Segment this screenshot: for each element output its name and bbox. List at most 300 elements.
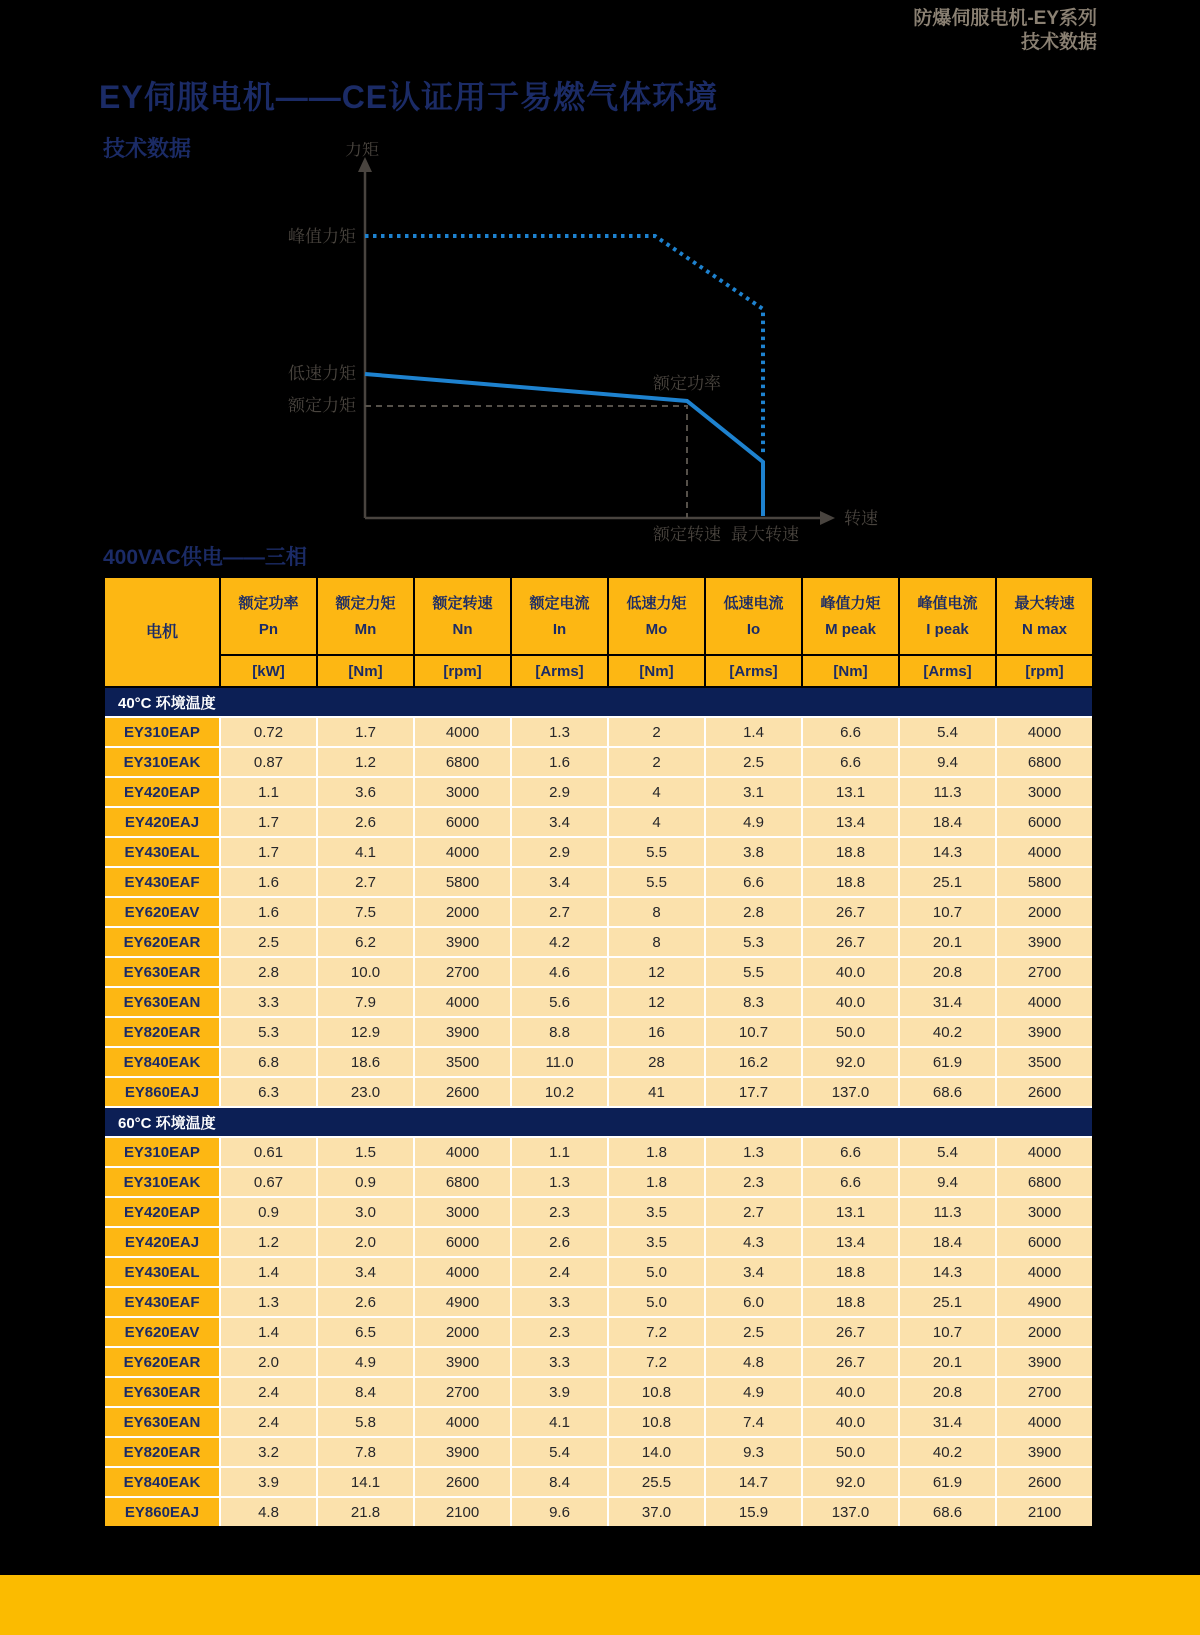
data-cell: 2.7 [706, 1198, 801, 1226]
data-cell: 4.1 [318, 838, 413, 866]
data-cell: 10.2 [512, 1078, 607, 1106]
data-cell: 2000 [997, 898, 1092, 926]
data-cell: 20.1 [900, 928, 995, 956]
data-cell: 2700 [997, 1378, 1092, 1406]
motor-name-cell: EY420EAJ [105, 1228, 219, 1256]
column-header [318, 578, 413, 654]
data-cell: 25.1 [900, 1288, 995, 1316]
data-cell: 2.7 [512, 898, 607, 926]
motor-name-cell: EY430EAL [105, 1258, 219, 1286]
motor-name-cell: EY310EAP [105, 1138, 219, 1166]
data-cell: 4000 [997, 838, 1092, 866]
data-cell: 3.5 [609, 1198, 704, 1226]
data-cell: 1.3 [512, 1168, 607, 1196]
data-cell: 7.9 [318, 988, 413, 1016]
data-cell: 3.4 [512, 808, 607, 836]
data-cell: 13.4 [803, 1228, 898, 1256]
data-cell: 1.4 [706, 718, 801, 746]
data-cell: 6800 [415, 1168, 510, 1196]
data-cell: 6.6 [803, 748, 898, 776]
data-cell: 40.0 [803, 988, 898, 1016]
motor-name-cell: EY420EAP [105, 778, 219, 806]
data-cell: 10.7 [900, 1318, 995, 1346]
data-cell: 3.9 [221, 1468, 316, 1496]
data-cell: 8.4 [318, 1378, 413, 1406]
data-cell: 6.6 [803, 1168, 898, 1196]
motor-name-cell: EY820EAR [105, 1438, 219, 1466]
data-cell: 1.6 [221, 898, 316, 926]
specs-table-body [105, 688, 1092, 1526]
data-cell: 61.9 [900, 1468, 995, 1496]
column-header-name: 额定功率 [238, 594, 299, 612]
specs-table [105, 578, 1092, 1526]
data-cell: 26.7 [803, 1318, 898, 1346]
column-unit: [Nm] [803, 656, 898, 686]
data-cell: 26.7 [803, 1348, 898, 1376]
column-header-name: 低速电流 [723, 594, 784, 612]
data-cell: 3.8 [706, 838, 801, 866]
column-header-name: 最大转速 [1014, 594, 1075, 612]
data-cell: 13.1 [803, 778, 898, 806]
data-cell: 2.0 [221, 1348, 316, 1376]
data-cell: 31.4 [900, 988, 995, 1016]
column-header [221, 578, 316, 654]
data-cell: 3900 [415, 1348, 510, 1376]
data-cell: 4.9 [706, 808, 801, 836]
data-cell: 4 [609, 778, 704, 806]
page-title: EY伺服电机——CE认证用于易燃气体环境 [99, 79, 719, 115]
data-cell: 2.4 [221, 1378, 316, 1406]
data-cell: 3.3 [221, 988, 316, 1016]
data-cell: 6000 [415, 808, 510, 836]
data-cell: 92.0 [803, 1468, 898, 1496]
column-header-name: 低速力矩 [626, 594, 687, 612]
data-cell: 37.0 [609, 1498, 704, 1526]
data-cell: 4.9 [318, 1348, 413, 1376]
data-cell: 5.4 [900, 718, 995, 746]
data-cell: 92.0 [803, 1048, 898, 1076]
data-cell: 1.2 [318, 748, 413, 776]
data-cell: 2600 [415, 1078, 510, 1106]
column-header [997, 578, 1092, 654]
data-cell: 9.6 [512, 1498, 607, 1526]
column-unit: [kW] [221, 656, 316, 686]
data-cell: 2.5 [706, 748, 801, 776]
data-cell: 9.4 [900, 748, 995, 776]
data-cell: 2000 [997, 1318, 1092, 1346]
motor-name-cell: EY630EAN [105, 988, 219, 1016]
data-cell: 8.3 [706, 988, 801, 1016]
data-cell: 3900 [997, 1348, 1092, 1376]
data-cell: 25.1 [900, 868, 995, 896]
data-cell: 4000 [997, 1408, 1092, 1436]
low-speed-torque-label: 低速力矩 [288, 364, 356, 383]
data-cell: 41 [609, 1078, 704, 1106]
data-cell: 3.4 [318, 1258, 413, 1286]
data-cell: 8 [609, 898, 704, 926]
data-cell: 8 [609, 928, 704, 956]
data-cell: 3.3 [512, 1288, 607, 1316]
data-cell: 3500 [415, 1048, 510, 1076]
data-cell: 40.0 [803, 1378, 898, 1406]
data-cell: 4000 [415, 718, 510, 746]
data-cell: 3000 [415, 778, 510, 806]
data-cell: 16 [609, 1018, 704, 1046]
data-cell: 5.0 [609, 1258, 704, 1286]
data-cell: 3000 [997, 778, 1092, 806]
data-cell: 18.8 [803, 868, 898, 896]
motor-name-cell: EY310EAK [105, 1168, 219, 1196]
data-cell: 4000 [415, 988, 510, 1016]
data-cell: 13.4 [803, 808, 898, 836]
column-header-symbol: Mo [645, 620, 668, 638]
column-header [803, 578, 898, 654]
temperature-band: 60°C 环境温度 [105, 1108, 1092, 1136]
data-cell: 2100 [997, 1498, 1092, 1526]
motor-name-cell: EY420EAP [105, 1198, 219, 1226]
data-cell: 6.3 [221, 1078, 316, 1106]
column-header [512, 578, 607, 654]
column-header-symbol: Nn [452, 620, 473, 638]
motor-name-cell: EY430EAL [105, 838, 219, 866]
data-cell: 8.4 [512, 1468, 607, 1496]
data-cell: 5.5 [609, 838, 704, 866]
data-cell: 6000 [997, 808, 1092, 836]
data-cell: 61.9 [900, 1048, 995, 1076]
data-cell: 6.6 [803, 1138, 898, 1166]
data-cell: 2.8 [221, 958, 316, 986]
motor-name-cell: EY840EAK [105, 1468, 219, 1496]
data-cell: 5.5 [609, 868, 704, 896]
data-cell: 2700 [415, 1378, 510, 1406]
data-cell: 14.1 [318, 1468, 413, 1496]
motor-name-cell: EY620EAV [105, 1318, 219, 1346]
column-header-symbol: In [552, 620, 567, 638]
motor-name-cell: EY430EAF [105, 868, 219, 896]
column-header [609, 578, 704, 654]
data-cell: 5800 [997, 868, 1092, 896]
motor-name-cell: EY840EAK [105, 1048, 219, 1076]
data-cell: 3900 [997, 1438, 1092, 1466]
data-cell: 68.6 [900, 1078, 995, 1106]
motor-name-cell: EY860EAJ [105, 1498, 219, 1526]
data-cell: 3.0 [318, 1198, 413, 1226]
data-cell: 3500 [997, 1048, 1092, 1076]
document-header [913, 7, 1097, 55]
temperature-band: 40°C 环境温度 [105, 688, 1092, 716]
column-header-name: 额定转速 [432, 594, 493, 612]
data-cell: 3.6 [318, 778, 413, 806]
data-cell: 9.3 [706, 1438, 801, 1466]
y-axis-arrow-icon [358, 157, 372, 172]
motor-name-cell: EY630EAN [105, 1408, 219, 1436]
data-cell: 18.8 [803, 1288, 898, 1316]
max-speed-label: 最大转速 [731, 525, 799, 544]
data-cell: 2.4 [221, 1408, 316, 1436]
column-header-motor: 电机 [105, 578, 219, 686]
data-cell: 3900 [415, 928, 510, 956]
column-unit: [Nm] [318, 656, 413, 686]
data-cell: 5.4 [512, 1438, 607, 1466]
data-cell: 2 [609, 748, 704, 776]
data-cell: 3.4 [706, 1258, 801, 1286]
data-cell: 26.7 [803, 928, 898, 956]
data-cell: 26.7 [803, 898, 898, 926]
data-cell: 10.8 [609, 1378, 704, 1406]
column-header-name: 峰值力矩 [820, 594, 881, 612]
data-cell: 2.7 [318, 868, 413, 896]
column-unit: [Nm] [609, 656, 704, 686]
x-axis-label: 转速 [844, 509, 878, 528]
data-cell: 12.9 [318, 1018, 413, 1046]
torque-speed-chart-svg [278, 142, 918, 554]
data-cell: 10.0 [318, 958, 413, 986]
motor-name-cell: EY430EAF [105, 1288, 219, 1316]
data-cell: 3900 [997, 1018, 1092, 1046]
data-cell: 0.72 [221, 718, 316, 746]
column-header [900, 578, 995, 654]
data-cell: 1.7 [221, 808, 316, 836]
data-cell: 2700 [997, 958, 1092, 986]
data-cell: 0.9 [221, 1198, 316, 1226]
data-cell: 23.0 [318, 1078, 413, 1106]
data-cell: 2.8 [706, 898, 801, 926]
data-cell: 12 [609, 988, 704, 1016]
data-cell: 12 [609, 958, 704, 986]
data-cell: 0.67 [221, 1168, 316, 1196]
data-cell: 16.2 [706, 1048, 801, 1076]
data-cell: 1.3 [706, 1138, 801, 1166]
data-cell: 137.0 [803, 1078, 898, 1106]
data-cell: 5.4 [900, 1138, 995, 1166]
data-cell: 6.8 [221, 1048, 316, 1076]
data-cell: 11.3 [900, 1198, 995, 1226]
data-cell: 10.8 [609, 1408, 704, 1436]
motor-name-cell: EY620EAV [105, 898, 219, 926]
data-cell: 2.5 [706, 1318, 801, 1346]
data-cell: 0.61 [221, 1138, 316, 1166]
data-cell: 5.8 [318, 1408, 413, 1436]
motor-name-cell: EY860EAJ [105, 1078, 219, 1106]
column-unit: [Arms] [900, 656, 995, 686]
specs-table-header [105, 578, 1092, 686]
column-unit: [rpm] [997, 656, 1092, 686]
column-header [706, 578, 801, 654]
data-cell: 3900 [415, 1018, 510, 1046]
data-cell: 17.7 [706, 1078, 801, 1106]
column-header-symbol: I peak [926, 620, 969, 638]
data-cell: 20.8 [900, 1378, 995, 1406]
rated-torque-curve [365, 374, 763, 516]
data-cell: 6800 [415, 748, 510, 776]
data-cell: 1.7 [318, 718, 413, 746]
motor-name-cell: EY310EAK [105, 748, 219, 776]
data-cell: 31.4 [900, 1408, 995, 1436]
y-axis-label: 力矩 [345, 142, 379, 159]
column-header-symbol: Io [746, 620, 761, 638]
data-cell: 14.0 [609, 1438, 704, 1466]
data-cell: 6000 [997, 1228, 1092, 1256]
data-cell: 2000 [415, 898, 510, 926]
data-cell: 14.7 [706, 1468, 801, 1496]
data-cell: 4000 [997, 988, 1092, 1016]
column-unit: [rpm] [415, 656, 510, 686]
column-header-symbol: Mn [354, 620, 377, 638]
data-cell: 14.3 [900, 1258, 995, 1286]
data-cell: 5.3 [221, 1018, 316, 1046]
data-cell: 5.0 [609, 1288, 704, 1316]
data-cell: 13.1 [803, 1198, 898, 1226]
data-cell: 4000 [997, 1258, 1092, 1286]
data-cell: 5.3 [706, 928, 801, 956]
data-cell: 4.2 [512, 928, 607, 956]
data-cell: 4.1 [512, 1408, 607, 1436]
data-cell: 1.5 [318, 1138, 413, 1166]
data-cell: 4000 [997, 718, 1092, 746]
data-cell: 9.4 [900, 1168, 995, 1196]
data-cell: 25.5 [609, 1468, 704, 1496]
data-cell: 2.6 [512, 1228, 607, 1256]
page-subtitle: 技术数据 [103, 136, 192, 161]
data-cell: 2600 [997, 1468, 1092, 1496]
data-cell: 8.8 [512, 1018, 607, 1046]
data-cell: 6.6 [803, 718, 898, 746]
data-cell: 1.8 [609, 1168, 704, 1196]
data-cell: 4000 [415, 1408, 510, 1436]
data-cell: 7.4 [706, 1408, 801, 1436]
data-cell: 5.6 [512, 988, 607, 1016]
data-cell: 10.7 [706, 1018, 801, 1046]
data-cell: 2000 [415, 1318, 510, 1346]
data-cell: 1.8 [609, 1138, 704, 1166]
data-cell: 11.0 [512, 1048, 607, 1076]
data-cell: 6.0 [706, 1288, 801, 1316]
data-cell: 18.8 [803, 1258, 898, 1286]
data-cell: 3.4 [512, 868, 607, 896]
data-cell: 2 [609, 718, 704, 746]
data-cell: 0.87 [221, 748, 316, 776]
data-cell: 1.1 [512, 1138, 607, 1166]
supply-section-heading: 400VAC供电——三相 [103, 546, 307, 569]
data-cell: 7.8 [318, 1438, 413, 1466]
data-cell: 2.6 [318, 1288, 413, 1316]
data-cell: 1.6 [512, 748, 607, 776]
data-cell: 4000 [415, 838, 510, 866]
motor-name-cell: EY820EAR [105, 1018, 219, 1046]
column-header-symbol: N max [1021, 620, 1068, 638]
data-cell: 3.9 [512, 1378, 607, 1406]
peak-torque-curve [365, 236, 763, 454]
data-cell: 15.9 [706, 1498, 801, 1526]
data-cell: 11.3 [900, 778, 995, 806]
data-cell: 18.4 [900, 1228, 995, 1256]
data-cell: 2.3 [706, 1168, 801, 1196]
data-cell: 2700 [415, 958, 510, 986]
data-cell: 6800 [997, 748, 1092, 776]
column-unit: [Arms] [706, 656, 801, 686]
data-cell: 21.8 [318, 1498, 413, 1526]
motor-name-cell: EY630EAR [105, 1378, 219, 1406]
data-cell: 1.4 [221, 1258, 316, 1286]
data-cell: 2.6 [318, 808, 413, 836]
data-cell: 4.8 [221, 1498, 316, 1526]
data-cell: 20.8 [900, 958, 995, 986]
data-cell: 4.6 [512, 958, 607, 986]
data-cell: 6800 [997, 1168, 1092, 1196]
data-cell: 1.6 [221, 868, 316, 896]
data-cell: 7.2 [609, 1348, 704, 1376]
document-header-series: 防爆伺服电机-EY系列 [913, 8, 1097, 29]
data-cell: 10.7 [900, 898, 995, 926]
data-cell: 68.6 [900, 1498, 995, 1526]
data-cell: 3900 [415, 1438, 510, 1466]
data-cell: 4000 [997, 1138, 1092, 1166]
data-cell: 40.0 [803, 1408, 898, 1436]
data-cell: 2.4 [512, 1258, 607, 1286]
data-cell: 5.5 [706, 958, 801, 986]
data-cell: 7.5 [318, 898, 413, 926]
data-cell: 0.9 [318, 1168, 413, 1196]
column-header-name: 额定力矩 [335, 594, 396, 612]
data-cell: 50.0 [803, 1018, 898, 1046]
data-cell: 14.3 [900, 838, 995, 866]
data-cell: 2.9 [512, 838, 607, 866]
data-cell: 3000 [415, 1198, 510, 1226]
data-cell: 2100 [415, 1498, 510, 1526]
data-cell: 40.2 [900, 1438, 995, 1466]
data-cell: 40.2 [900, 1018, 995, 1046]
data-cell: 3.3 [512, 1348, 607, 1376]
rated-torque-label: 额定力矩 [288, 396, 356, 415]
data-cell: 4900 [415, 1288, 510, 1316]
data-cell: 6.6 [706, 868, 801, 896]
motor-name-cell: EY630EAR [105, 958, 219, 986]
data-cell: 1.2 [221, 1228, 316, 1256]
data-cell: 4 [609, 808, 704, 836]
column-header [415, 578, 510, 654]
data-cell: 1.1 [221, 778, 316, 806]
bottom-accent-bar [0, 1575, 1200, 1635]
data-cell: 2.5 [221, 928, 316, 956]
data-cell: 4.9 [706, 1378, 801, 1406]
data-cell: 3.2 [221, 1438, 316, 1466]
data-cell: 20.1 [900, 1348, 995, 1376]
data-cell: 4000 [415, 1258, 510, 1286]
data-cell: 2.3 [512, 1198, 607, 1226]
motor-name-cell: EY420EAJ [105, 808, 219, 836]
data-cell: 6.2 [318, 928, 413, 956]
data-cell: 40.0 [803, 958, 898, 986]
rated-guide-dashed-line [365, 406, 687, 518]
x-axis-arrow-icon [820, 511, 835, 525]
column-unit: [Arms] [512, 656, 607, 686]
motor-name-cell: EY620EAR [105, 1348, 219, 1376]
data-cell: 4900 [997, 1288, 1092, 1316]
data-cell: 7.2 [609, 1318, 704, 1346]
data-cell: 4000 [415, 1138, 510, 1166]
data-cell: 6.5 [318, 1318, 413, 1346]
data-cell: 1.3 [512, 718, 607, 746]
data-cell: 3900 [997, 928, 1092, 956]
document-header-subline: 技术数据 [1020, 32, 1097, 53]
data-cell: 137.0 [803, 1498, 898, 1526]
data-cell: 3.5 [609, 1228, 704, 1256]
data-cell: 18.4 [900, 808, 995, 836]
data-cell: 2.0 [318, 1228, 413, 1256]
data-cell: 2.3 [512, 1318, 607, 1346]
data-cell: 2600 [997, 1078, 1092, 1106]
data-cell: 18.6 [318, 1048, 413, 1076]
